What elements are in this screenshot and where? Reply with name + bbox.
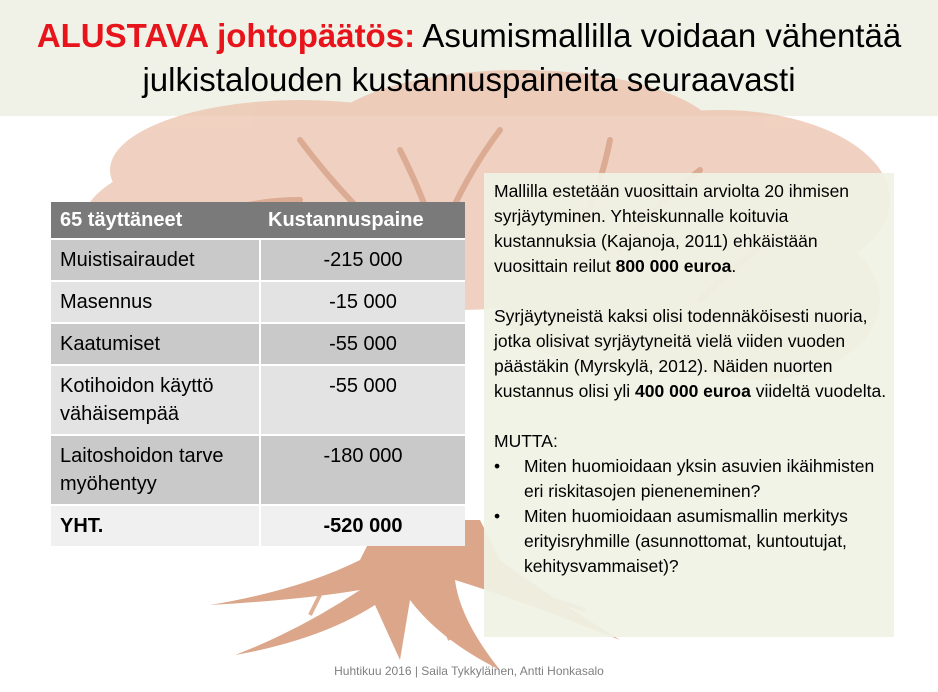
table-row: [51, 281, 465, 323]
title-line1: Asumismallilla voidaan vähentää: [415, 17, 902, 54]
paragraph-2: [494, 304, 889, 404]
row-value: -55 000: [260, 365, 465, 435]
mutta-heading: MUTTA:: [494, 431, 558, 451]
row-label: Laitoshoidon tarve myöhentyy: [51, 435, 260, 505]
paragraph-1: [494, 179, 889, 279]
row-label: Kotihoidon käyttö vähäisempää: [51, 365, 260, 435]
row-value: -55 000: [260, 323, 465, 365]
table-header-cost: Kustannuspaine: [260, 202, 465, 239]
total-value: -520 000: [260, 505, 465, 546]
list-item: [494, 454, 889, 504]
footer: Huhtikuu 2016 | Saila Tykkyläinen, Antti Honkasalo: [334, 664, 604, 678]
list-item: [494, 504, 889, 579]
row-label: Muistisairaudet: [51, 239, 260, 281]
p1-end: .: [731, 256, 737, 276]
row-label: Masennus: [51, 281, 260, 323]
row-value: -180 000: [260, 435, 465, 505]
table-total-row: [51, 505, 465, 546]
table-row: [51, 323, 465, 365]
bullet-text: Miten huomioidaan asumismallin merkitys erityisryhmille (asunnottomat, kuntoutujat, kehitysvammaiset)?: [524, 506, 848, 576]
row-value: -15 000: [260, 281, 465, 323]
slide-title: [0, 14, 938, 102]
cost-table: [51, 202, 465, 546]
p2-end: viideltä vuodelta.: [750, 381, 887, 401]
title-prefix: ALUSTAVA johtopäätös:: [36, 17, 416, 54]
row-label: Kaatumiset: [51, 323, 260, 365]
bullet-text: Miten huomioidaan yksin asuvien ikäihmisten eri riskitasojen pieneneminen?: [524, 456, 875, 501]
p1-bold: 800 000 euroa: [615, 256, 732, 276]
p2-bold: 400 000 euroa: [635, 381, 751, 401]
bullet-icon: •: [494, 506, 501, 526]
panel-text: [494, 179, 889, 579]
p1-text: Mallilla estetään vuosittain arviolta 20 ihmisen syrjäytyminen. Yhteiskunnalle koituvia kustannuksia (Kajanoja, 2011) ehkäistään vuosittain reilut: [494, 181, 850, 276]
bullet-icon: •: [494, 456, 501, 476]
table-row: [51, 435, 465, 505]
bullet-list: [494, 454, 889, 579]
p2-text: Syrjäytyneistä kaksi olisi todennäköisesti nuoria, jotka olisivat syrjäytyneitä vielä viiden vuoden päästäkin (Myrskylä, 2012). Näiden nuorten kustannus olisi yli: [494, 306, 868, 401]
row-value: -215 000: [260, 239, 465, 281]
total-label: YHT.: [51, 505, 260, 546]
title-line2: julkistalouden kustannuspaineita seuraavasti: [142, 61, 796, 98]
table-row: [51, 365, 465, 435]
table-header-group: 65 täyttäneet: [51, 202, 260, 239]
table-row: [51, 239, 465, 281]
